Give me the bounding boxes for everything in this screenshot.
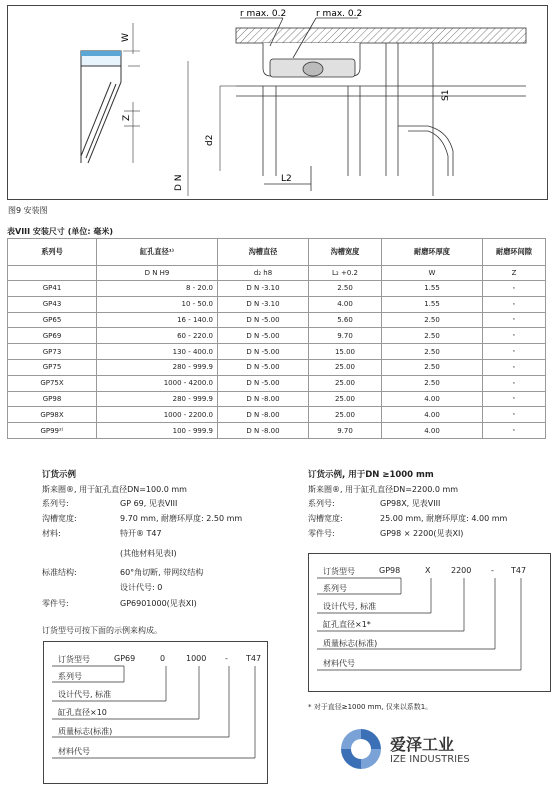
cell: 130 - 400.0 [97,344,218,360]
col-header: 缸孔直径¹⁾ [97,239,218,266]
company-logo-icon [338,726,384,772]
cell: D N -3.10 [218,281,309,297]
label-s1: S1 [441,89,451,101]
cell: 4.00 [382,423,483,439]
order-item: 材料代号 [323,659,355,668]
cell: ³⁾ [483,312,546,328]
order-item: 系列号 [323,584,347,593]
left-line-val: (其他材料见表I) [120,549,177,558]
cell: 1.55 [382,281,483,297]
right-line-val: GP98X, 见表VIII [380,499,441,508]
cell: 25.00 [309,407,382,423]
order-part: T47 [246,654,262,663]
left-line-val: GP6901000(见表XI) [120,599,197,608]
cell: 4.00 [309,296,382,312]
right-line-key: 沟槽宽度: [308,514,343,523]
cell: ³⁾ [483,423,546,439]
subheader [8,266,97,281]
cell: 1.55 [382,296,483,312]
left-note: 订货型号可按下面的示例来构成。 [42,626,162,635]
table-row [8,423,546,439]
left-line: 斯来圈®, 用于缸孔直径DN=100.0 mm [42,485,187,494]
cell: 25.00 [309,359,382,375]
logo-text-en: IZE INDUSTRIES [390,754,470,765]
cell: D N -3.10 [218,296,309,312]
left-line-val: 60°角切断, 带网纹结构 [120,568,204,577]
left-line-val: 特开® T47 [120,529,162,538]
order-item: 系列号 [58,672,82,681]
cell: ³⁾ [483,391,546,407]
figure-caption: 图9 安装图 [8,206,48,215]
cell: 2.50 [382,375,483,391]
col-header: 沟槽直径 [218,239,309,266]
cell: 25.00 [309,391,382,407]
table-row [8,407,546,423]
left-line-key: 标准结构: [42,568,77,577]
order-part: - [491,566,494,575]
cell: D N -5.00 [218,359,309,375]
cell: D N -5.00 [218,375,309,391]
left-line-val: GP 69, 见表VIII [120,499,178,508]
cell: 25.00 [309,375,382,391]
table-row [8,344,546,360]
right-title: 订货示例, 用于DN ≥1000 mm [308,470,434,480]
table-header-row [8,239,546,266]
right-line-key: 零件号: [308,529,335,538]
left-line-val: 9.70 mm, 耐磨环厚度: 2.50 mm [120,514,243,523]
label-d2: d2 [205,134,215,146]
cell: GP98 [8,391,97,407]
order-part: 1000 [186,654,207,663]
table-row [8,328,546,344]
order-item: 材料代号 [58,747,90,756]
spec-table [7,238,546,439]
ring-drawing [81,51,121,163]
cell: 280 - 999.9 [97,359,218,375]
order-item: 缸孔直径×1* [323,620,371,629]
order-box-left [43,641,268,784]
order-item: 质量标志(标准) [323,639,378,648]
cell: GP43 [8,296,97,312]
table-row [8,375,546,391]
order-part: T47 [511,566,527,575]
label-w: W [121,33,131,42]
table-row [8,312,546,328]
cell: D N -8.00 [218,391,309,407]
order-part: GP69 [114,654,136,663]
table-row [8,296,546,312]
cell: ³⁾ [483,328,546,344]
subheader: Z [483,266,546,281]
logo-text-cn: 爱泽工业 [390,735,455,754]
left-line-key: 系列号: [42,499,69,508]
cell: GP75X [8,375,97,391]
right-line-key: 系列号: [308,499,335,508]
order-part: - [225,654,228,663]
table-row [8,359,546,375]
cell: 8 - 20.0 [97,281,218,297]
label-dn: D N [174,174,184,191]
left-title: 订货示例 [42,470,77,480]
cell: GP75 [8,359,97,375]
cell: 2.50 [309,281,382,297]
label-r1: r max. 0.2 [240,9,287,19]
cell: 60 - 220.0 [97,328,218,344]
left-line-key: 材料: [42,529,61,538]
order-item: 缸孔直径×10 [58,708,107,717]
table-row [8,391,546,407]
cell: GP98X [8,407,97,423]
order-part: 0 [160,654,166,663]
col-header: 沟槽宽度 [309,239,382,266]
cell: GP73 [8,344,97,360]
cell: 1000 - 4200.0 [97,375,218,391]
cell: GP65 [8,312,97,328]
subheader: L₂ +0.2 [309,266,382,281]
cell: GP41 [8,281,97,297]
installation-figure [7,5,548,200]
subheader: W [382,266,483,281]
cell: ³⁾ [483,407,546,423]
table-caption: 表VIII 安装尺寸 (单位: 毫米) [7,227,113,236]
cell: ³⁾ [483,281,546,297]
right-line-val: 25.00 mm, 耐磨环厚度: 4.00 mm [380,514,508,523]
order-part: 2200 [451,566,472,575]
right-line: 斯来圈®, 用于缸孔直径DN=2200.0 mm [308,485,459,494]
cell: 280 - 999.9 [97,391,218,407]
cell: 15.00 [309,344,382,360]
cell: D N -5.00 [218,344,309,360]
order-part: GP98 [379,566,401,575]
cell: 16 - 140.0 [97,312,218,328]
order-label: 订货型号 [58,655,90,664]
cell: 100 - 999.9 [97,423,218,439]
order-part: X [425,566,431,575]
order-label: 订货型号 [323,567,355,576]
cell: ³⁾ [483,344,546,360]
cell: 9.70 [309,423,382,439]
cell: 9.70 [309,328,382,344]
cell: ³⁾ [483,375,546,391]
cell: 2.50 [382,359,483,375]
right-line-val: GP98 × 2200(见表XI) [380,529,464,538]
cell: GP69 [8,328,97,344]
left-line-key: 零件号: [42,599,69,608]
order-item: 质量标志(标准) [58,727,113,736]
col-header: 耐磨环间隙 [483,239,546,266]
col-header: 耐磨环厚度 [382,239,483,266]
cell: D N -5.00 [218,328,309,344]
cell: 1000 - 2200.0 [97,407,218,423]
label-z: Z [122,114,132,121]
cell: D N -8.00 [218,407,309,423]
order-item: 设计代号, 标准 [58,690,112,699]
table-row [8,281,546,297]
cell: ³⁾ [483,359,546,375]
label-r2: r max. 0.2 [316,9,363,19]
cell: 4.00 [382,391,483,407]
cell: 2.50 [382,312,483,328]
order-box-right [308,553,551,692]
left-line-val: 设计代号: 0 [120,583,163,592]
subheader: d₂ h8 [218,266,309,281]
col-header: 系列号 [8,239,97,266]
cell: 2.50 [382,344,483,360]
cell: 5.60 [309,312,382,328]
cell: ³⁾ [483,296,546,312]
label-l2: L2 [281,174,292,184]
cell: 4.00 [382,407,483,423]
subheader: D N H9 [97,266,218,281]
cell: D N -5.00 [218,312,309,328]
table-subheader-row [8,266,546,281]
cell: 2.50 [382,328,483,344]
cell: GP99²⁾ [8,423,97,439]
cell: D N -8.00 [218,423,309,439]
left-line-key: 沟槽宽度: [42,514,77,523]
cell: 10 - 50.0 [97,296,218,312]
order-item: 设计代号, 标准 [323,602,377,611]
right-footnote: * 对于直径≥1000 mm, 仅来以系数1。 [308,703,433,711]
